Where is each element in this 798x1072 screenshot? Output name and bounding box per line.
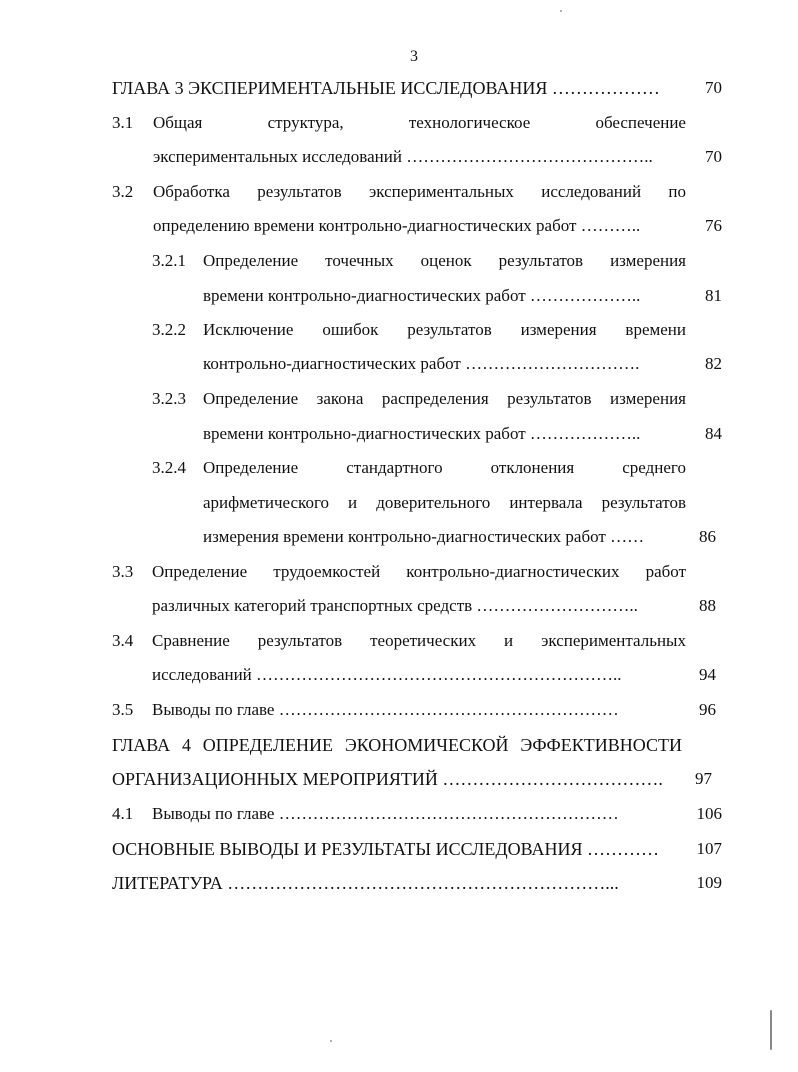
word: экспериментальных xyxy=(541,631,686,650)
scan-artifact xyxy=(560,10,562,12)
page-number: 3 xyxy=(410,48,418,65)
word: и xyxy=(504,631,514,650)
toc-section-4-1-page: 106 xyxy=(696,804,722,823)
word: Определение xyxy=(203,458,299,477)
toc-section-3-1-line1 xyxy=(153,111,686,135)
word: Общая xyxy=(153,113,203,132)
word: технологическое xyxy=(408,113,531,132)
toc-section-3-2-2-page: 82 xyxy=(705,354,722,373)
toc-section-3-4-line2: исследований ……………………………………………………….. xyxy=(152,665,622,684)
word: среднего xyxy=(622,458,686,477)
toc-section-3-3-page: 88 xyxy=(699,596,716,615)
toc-section-3-1-number: 3.1 xyxy=(112,113,134,132)
toc-section-3-2-3-line1: Определение закона распределения результатов измерения xyxy=(203,389,686,408)
toc-section-3-2-2-number: 3.2.2 xyxy=(152,320,186,339)
toc-chapter-4-line2: ОРГАНИЗАЦИОННЫХ МЕРОПРИЯТИЙ ………………………………. xyxy=(112,769,663,789)
toc-literature-title: ЛИТЕРАТУРА ………………………………………………………... xyxy=(112,873,619,893)
toc-section-3-2-1-number: 3.2.1 xyxy=(152,251,186,270)
toc-section-3-2-1-page: 81 xyxy=(705,286,722,305)
toc-section-4-1-title: Выводы по главе …………………………………………………… xyxy=(152,804,619,823)
toc-section-3-2-3-line2: времени контрольно-диагностических работ ……………….. xyxy=(203,424,641,443)
toc-literature-page: 109 xyxy=(696,873,722,892)
scan-artifact xyxy=(770,1010,772,1050)
toc-section-3-2-page: 76 xyxy=(705,216,722,235)
word: стандартного xyxy=(346,458,443,477)
toc-section-3-5-title: Выводы по главе …………………………………………………… xyxy=(152,700,619,719)
toc-section-3-2-1-line1: Определение точечных оценок результатов измерения xyxy=(203,251,686,270)
word: отклонения xyxy=(490,458,575,477)
toc-section-3-2-1-line2: времени контрольно-диагностических работ ……………….. xyxy=(203,286,641,305)
toc-section-3-1-page: 70 xyxy=(705,147,722,166)
scan-artifact xyxy=(330,1040,332,1042)
toc-section-3-2-3-page: 84 xyxy=(705,424,722,443)
toc-section-3-2-4-line2: арифметического и доверительного интервала результатов xyxy=(203,493,686,512)
word: Сравнение xyxy=(152,631,230,650)
toc-section-3-2-line1: Обработка результатов экспериментальных исследований по xyxy=(153,182,686,201)
toc-chapter-4-page: 97 xyxy=(695,769,712,788)
word: теоретических xyxy=(370,631,477,650)
toc-section-3-2-2-line2: контрольно-диагностических работ …………………………. xyxy=(203,354,640,373)
toc-chapter-3-page: 70 xyxy=(705,78,722,97)
word: обеспечение xyxy=(595,113,686,132)
toc-section-3-5-page: 96 xyxy=(699,700,716,719)
toc-section-3-2-3-number: 3.2.3 xyxy=(152,389,186,408)
toc-section-3-3-number: 3.3 xyxy=(112,562,134,581)
word: структура, xyxy=(267,113,344,132)
toc-section-3-2-2-line1: Исключение ошибок результатов измерения времени xyxy=(203,320,686,339)
toc-section-3-4-line1 xyxy=(152,629,686,653)
toc-section-3-4-number: 3.4 xyxy=(112,631,134,650)
toc-chapter-4-line1: ГЛАВА 4 ОПРЕДЕЛЕНИЕ ЭКОНОМИЧЕСКОЙ ЭФФЕКТИВНОСТИ xyxy=(112,735,682,755)
toc-conclusions-title: ОСНОВНЫЕ ВЫВОДЫ И РЕЗУЛЬТАТЫ ИССЛЕДОВАНИЯ ………… xyxy=(112,839,660,859)
toc-conclusions-page: 107 xyxy=(696,839,722,858)
toc-section-3-5-number: 3.5 xyxy=(112,700,134,719)
toc-section-3-2-4-page: 86 xyxy=(699,527,716,546)
toc-section-3-2-number: 3.2 xyxy=(112,182,134,201)
toc-section-4-1-number: 4.1 xyxy=(112,804,134,823)
toc-chapter-3-title: ГЛАВА 3 ЭКСПЕРИМЕНТАЛЬНЫЕ ИССЛЕДОВАНИЯ ……………… xyxy=(112,78,660,98)
toc-section-3-2-4-number: 3.2.4 xyxy=(152,458,186,477)
toc-section-3-2-line2: определению времени контрольно-диагностических работ ……….. xyxy=(153,216,641,235)
toc-section-3-2-4-line3: измерения времени контрольно-диагностических работ …… xyxy=(203,527,645,546)
toc-section-3-3-line1: Определение трудоемкостей контрольно-диагностических работ xyxy=(152,562,686,581)
toc-section-3-2-4-line1 xyxy=(203,456,686,480)
toc-section-3-4-page: 94 xyxy=(699,665,716,684)
toc-section-3-1-line2: экспериментальных исследований …………………………………….. xyxy=(153,147,653,166)
word: результатов xyxy=(257,631,343,650)
toc-section-3-3-line2: различных категорий транспортных средств ……………………….. xyxy=(152,596,638,615)
